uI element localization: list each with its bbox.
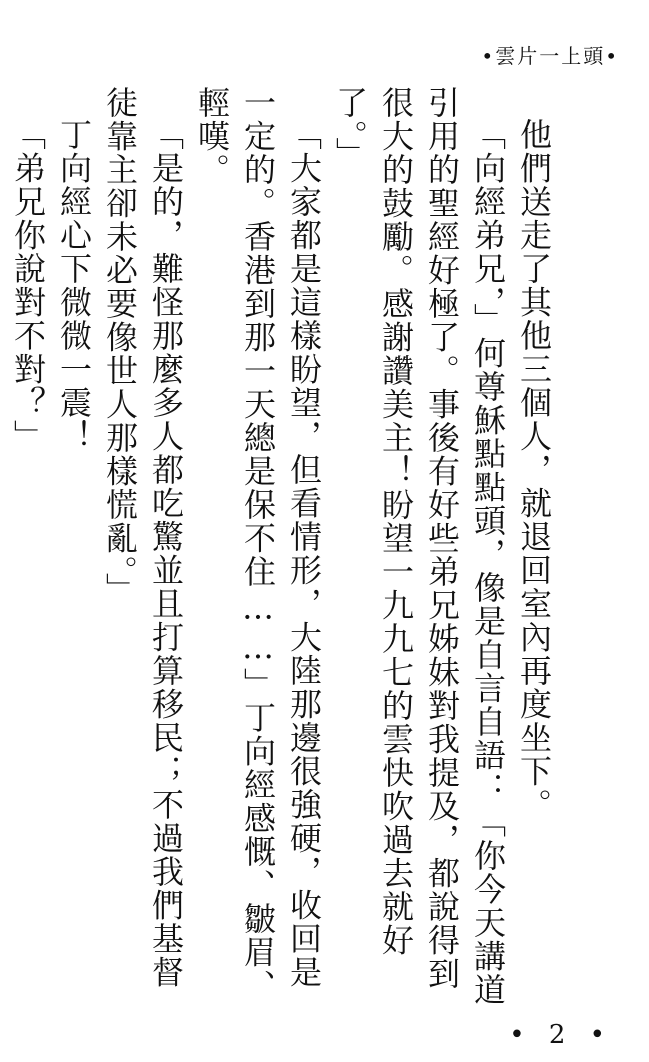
body-text — [0, 86, 557, 1016]
page-number: • 2 • — [509, 1020, 613, 1050]
paragraph: 「弟兄你說對不對？」 — [9, 118, 47, 453]
paragraph: 他們送走了其他三個人，就退回室內再度坐下。 — [515, 118, 553, 822]
paragraph: 「向經弟兄，」何尊穌點點頭，像是自言自語：「你今天講道引用的聖經好極了。事後有好些弟兄姊妹對我提及，都說得到很大的鼓勵。感謝讚美主！盼望一九九七的雲快吹過去就好了。」 — [331, 86, 507, 1007]
paragraph: 「是的，難怪那麼多人都吃驚並且打算移民；不過我們基督徒靠主卻未必要像世人那樣慌亂。」 — [101, 86, 185, 989]
paragraph: 「大家都是這樣盼望，但看情形，大陸那邊很強硬，收回是一定的。香港到那一天總是保不住……」丁向經感慨、皺眉、輕嘆。 — [193, 86, 323, 1003]
paragraph — [0, 86, 5, 1016]
paragraph: 丁向經心下微微一震！ — [55, 118, 93, 453]
running-header: •雲片一上頭• — [481, 44, 619, 68]
